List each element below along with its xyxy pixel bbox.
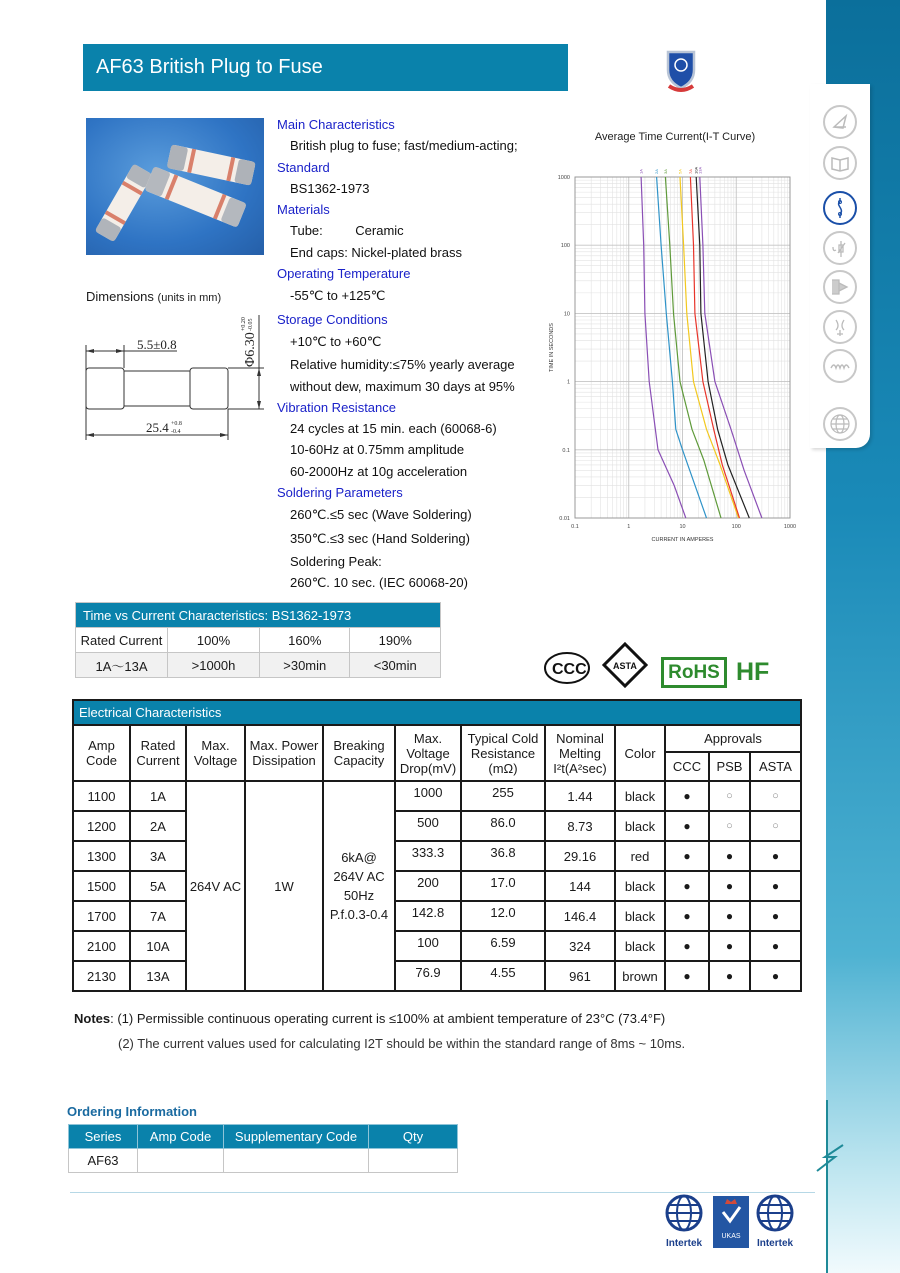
- svg-text:25.4: 25.4: [146, 420, 169, 435]
- dimensions-title: Dimensions (units in mm): [86, 289, 222, 304]
- svg-text:10: 10: [679, 524, 686, 530]
- approval-psb-indicator: ●: [709, 961, 750, 991]
- certification-logos: [540, 640, 780, 690]
- connector-icon[interactable]: [823, 270, 857, 304]
- book-icon[interactable]: [823, 146, 857, 180]
- approval-asta-indicator: ●: [750, 901, 801, 931]
- page-title: AF63 British Plug to Fuse: [96, 56, 323, 78]
- approval-asta-indicator: ●: [750, 961, 801, 991]
- svg-text:ASTA: ASTA: [613, 661, 637, 671]
- ukas-logo: UKAS: [713, 1196, 749, 1248]
- table-row: 2100 10A 100 6.59 324 black ● ● ●: [73, 931, 801, 961]
- rohs-badge: RoHS: [661, 657, 727, 688]
- spec-value: 260℃.≤5 sec (Wave Soldering): [290, 507, 472, 523]
- approval-ccc-indicator: ●: [665, 871, 709, 901]
- intertek-logo-1: Intertek: [662, 1193, 706, 1249]
- svg-text:100: 100: [731, 524, 741, 530]
- table-title: Electrical Characteristics: [73, 700, 801, 725]
- fuse-icon[interactable]: [823, 191, 857, 225]
- svg-text:TIME IN SECONDS: TIME IN SECONDS: [549, 323, 555, 372]
- approval-ccc-indicator: ●: [665, 781, 709, 811]
- svg-text:10A: 10A: [693, 166, 699, 174]
- svg-text:-0.4: -0.4: [171, 429, 181, 435]
- asta-logo-icon: [602, 642, 648, 688]
- svg-text:1: 1: [627, 524, 631, 530]
- svg-text:13A: 13A: [697, 166, 703, 174]
- halogen-free-badge: HF: [736, 658, 770, 686]
- svg-text:2A: 2A: [654, 169, 660, 174]
- approval-ccc-indicator: ●: [665, 901, 709, 931]
- svg-text:10: 10: [563, 311, 570, 318]
- approval-psb-indicator: ●: [709, 871, 750, 901]
- spec-value: British plug to fuse; fast/medium-acting;: [290, 138, 518, 154]
- chart-title: Average Time Current(I-T Curve): [594, 131, 756, 143]
- sensor-icon[interactable]: [823, 310, 857, 344]
- notes-section: Notes: (1) Permissible continuous operating current is ≤100% at ambient temperature of 23°C (73.4°F) (2) The current values used for calculating I2T should be within the standard range of 8ms ~ 10ms.: [74, 1011, 686, 1051]
- side-divider-line: [826, 1100, 828, 1273]
- approval-asta-indicator: ○: [750, 781, 801, 811]
- table-row: 1700 7A 142.8 12.0 146.4 black ● ● ●: [73, 901, 801, 931]
- approval-ccc-indicator: ●: [665, 931, 709, 961]
- ccc-logo-icon: [543, 651, 591, 685]
- table-row: 1200 2A 500 86.0 8.73 black ● ○ ○: [73, 811, 801, 841]
- breaking-capacity-cell: 6kA@ 264V AC 50Hz P.f.0.3-0.4: [323, 781, 395, 991]
- svg-text:+0.20: +0.20: [241, 317, 247, 331]
- svg-text:3A: 3A: [662, 169, 668, 174]
- spec-heading: Materials: [277, 202, 330, 218]
- ordering-title: Ordering Information: [67, 1104, 197, 1119]
- svg-text:0.01: 0.01: [559, 516, 570, 522]
- svg-text:1: 1: [566, 379, 570, 386]
- svg-text:+0.8: +0.8: [171, 421, 182, 427]
- spec-heading: Standard: [277, 159, 330, 175]
- svg-text:1000: 1000: [557, 175, 570, 181]
- spec-heading: Main Characteristics: [277, 117, 395, 132]
- inductor-icon[interactable]: [823, 349, 857, 383]
- dimension-drawing: [82, 305, 272, 445]
- electrical-characteristics-table: Electrical Characteristics Amp Code Rated Current Max. Voltage Max. Power Dissipation Breaking Capacity Max. Voltage Drop(mV) Typical Cold Resistance (mΩ) Nominal Melting I²t(A²sec) Color Approvals CCC PSB ASTA 1100 1A 264V AC 1W 6kA@ 264V AC 50Hz P.f.0.3-0.4 1000 255 1.44 black ● ○ ○ 1200 2A 500 86.0 8.73 black ● ○ ○ 1300 3A 333.3 36.8 29.16 red ● ● ● 1500 5A 200 17.0 144 black ● ● ● 1700 7A 142.8 12.0 146.4 black ● ● ● 2100 10A 100 6.59 324 black ● ● ● 2130 13A 76.9 4.55 961 brown ● ● ●: [72, 699, 802, 992]
- time-vs-current-table: [75, 602, 441, 678]
- approval-psb-indicator: ●: [709, 931, 750, 961]
- table-row: 1100 1A 264V AC 1W 6kA@ 264V AC 50Hz P.f.0.3-0.4 1000 255 1.44 black ● ○ ○: [73, 781, 801, 811]
- spec-value: Relative humidity:≤75% yearly average: [290, 357, 515, 373]
- globe-icon: [662, 1193, 706, 1233]
- approval-asta-indicator: ●: [750, 841, 801, 871]
- spec-heading: Operating Temperature: [277, 266, 411, 282]
- chart-plot: [540, 125, 810, 545]
- spec-value: Soldering Peak:: [290, 553, 382, 569]
- spec-heading: Vibration Resistance: [277, 399, 396, 415]
- svg-text:1000: 1000: [783, 524, 797, 530]
- lightning-icon: [815, 1143, 847, 1173]
- svg-text:0.1: 0.1: [562, 447, 570, 454]
- spec-heading: Storage Conditions: [277, 311, 388, 327]
- spec-value: BS1362-1973: [290, 180, 370, 196]
- crown-check-icon: [713, 1196, 749, 1228]
- svg-text:0.1: 0.1: [571, 524, 579, 530]
- diode-icon[interactable]: [823, 105, 857, 139]
- company-shield-logo: [664, 48, 698, 94]
- svg-text:CCC: CCC: [552, 661, 587, 678]
- svg-text:7A: 7A: [687, 169, 693, 174]
- spec-value: without dew, maximum 30 days at 95%: [290, 378, 515, 394]
- table-header-row: Rated Current 100% 160% 190%: [76, 628, 441, 653]
- spec-value: 24 cycles at 15 min. each (60068-6): [290, 421, 497, 437]
- globe-icon[interactable]: [823, 407, 857, 441]
- svg-text:5.5±0.8: 5.5±0.8: [137, 337, 177, 352]
- spec-value: 10-60Hz at 0.75mm amplitude: [290, 442, 465, 458]
- approval-ccc-indicator: ●: [665, 841, 709, 871]
- approval-asta-indicator: ●: [750, 931, 801, 961]
- approval-psb-indicator: ●: [709, 841, 750, 871]
- it-curve-chart: [540, 125, 810, 545]
- approval-asta-indicator: ●: [750, 871, 801, 901]
- approval-psb-indicator: ●: [709, 901, 750, 931]
- spec-heading: Soldering Parameters: [277, 485, 403, 501]
- spec-value: Tube: Ceramic: [290, 223, 404, 239]
- table-row: 1A～13A >1000h >30min <30min: [76, 653, 441, 678]
- amp-code-cell[interactable]: [138, 1149, 224, 1173]
- page-title-bar: [83, 44, 568, 91]
- svg-text:100: 100: [560, 243, 570, 250]
- approval-psb-indicator: ○: [709, 811, 750, 841]
- approval-ccc-indicator: ●: [665, 961, 709, 991]
- supplementary-code-cell[interactable]: [224, 1149, 369, 1173]
- svg-text:-0.05: -0.05: [248, 318, 254, 331]
- qty-cell[interactable]: [369, 1149, 458, 1173]
- table-header-row: Series Amp Code Supplementary Code Qty: [69, 1125, 458, 1149]
- spec-value: -55℃ to +125℃: [290, 288, 386, 304]
- product-photo: [86, 118, 264, 255]
- spec-value: 260℃. 10 sec. (IEC 60068-20): [290, 575, 468, 591]
- table-row: 1500 5A 200 17.0 144 black ● ● ●: [73, 871, 801, 901]
- thermistor-icon[interactable]: [823, 231, 857, 265]
- spec-value: End caps: Nickel-plated brass: [290, 244, 462, 260]
- approval-psb-indicator: ○: [709, 781, 750, 811]
- table-title: Time vs Current Characteristics: BS1362-1973: [76, 603, 441, 628]
- svg-text:CURRENT IN AMPERES: CURRENT IN AMPERES: [651, 537, 714, 543]
- svg-text:5A: 5A: [677, 169, 683, 174]
- spec-value: 60-2000Hz at 10g acceleration: [290, 463, 468, 479]
- globe-icon: [753, 1193, 797, 1233]
- table-row: 2130 13A 76.9 4.55 961 brown ● ● ●: [73, 961, 801, 991]
- spec-value: +10℃ to +60℃: [290, 333, 382, 349]
- ordering-table: [68, 1124, 458, 1173]
- approval-ccc-indicator: ●: [665, 811, 709, 841]
- svg-text:Φ6.30: Φ6.30: [243, 332, 258, 367]
- intertek-logo-2: Intertek: [753, 1193, 797, 1249]
- specifications-list: [277, 114, 537, 594]
- table-row: 1300 3A 333.3 36.8 29.16 red ● ● ●: [73, 841, 801, 871]
- table-row: AF63: [69, 1149, 458, 1173]
- approval-asta-indicator: ○: [750, 811, 801, 841]
- svg-text:1A: 1A: [638, 169, 644, 174]
- table-header-row: Amp Code Rated Current Max. Voltage Max. Power Dissipation Breaking Capacity Max. Voltage Drop(mV) Typical Cold Resistance (mΩ) Nominal Melting I²t(A²sec) Color Approvals: [73, 725, 801, 752]
- spec-value: 350℃.≤3 sec (Hand Soldering): [290, 530, 470, 546]
